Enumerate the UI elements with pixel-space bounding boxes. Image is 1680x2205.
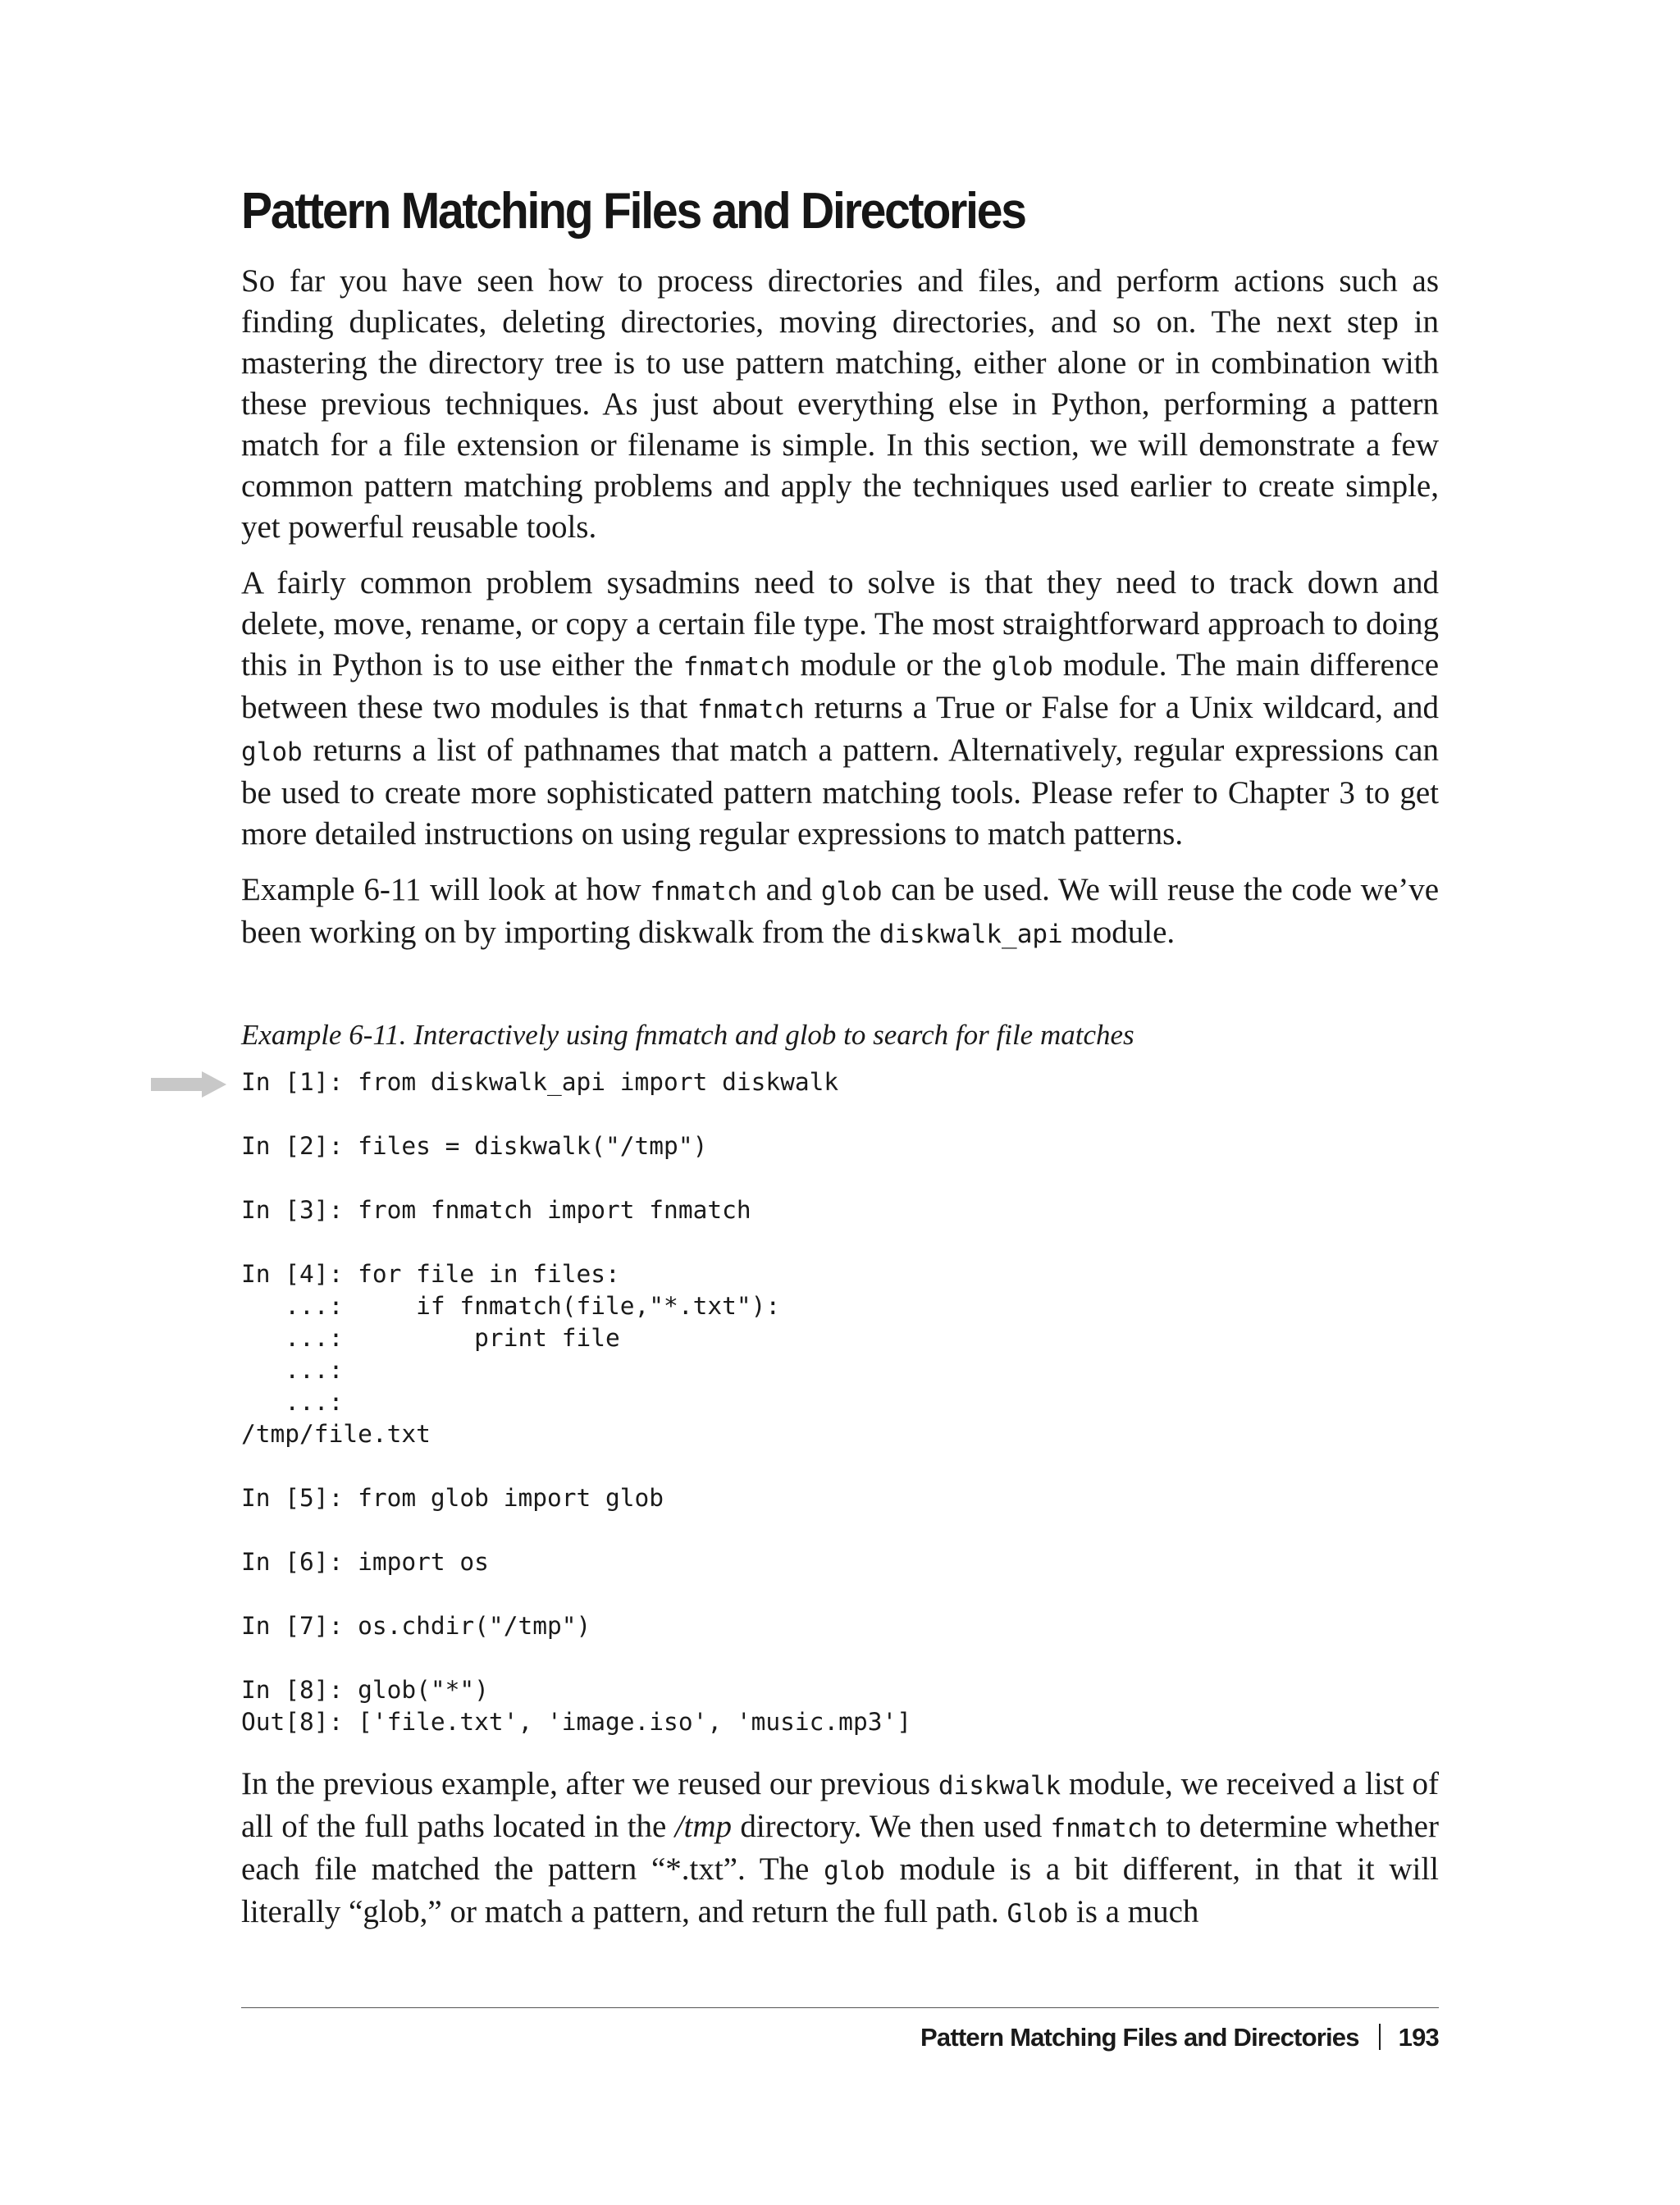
running-head: Pattern Matching Files and Directories	[920, 2023, 1359, 2052]
inline-code: glob	[824, 1856, 885, 1886]
fnmatch-glob-paragraph: A fairly common problem sysadmins need to solve is that they need to track down and delete, move, rename, or copy a certain file type. The most straightforward approach to doing this in Python is to use either the fnmatch module or the glob module. The main difference between these two modules is that fnmatch returns a True or False for a Unix wildcard, and glob returns a list of pathnames that match a pattern. Alternatively, regular expressions can be used to create more sophisticated pattern matching tools. Please refer to Chapter 3 to get more detailed instructions on using regular expressions to match patterns.	[241, 565, 1440, 851]
example-intro-paragraph: Example 6-11 will look at how fnmatch and glob can be used. We will reuse the code we’ve been working on by importing diskwalk from the diskwalk_api module.	[241, 872, 1440, 950]
inline-code: fnmatch	[1050, 1814, 1158, 1843]
example-caption: Example 6-11. Interactively using fnmatch and glob to search for file matches	[241, 1019, 1134, 1051]
page-number: 193	[1398, 2023, 1439, 2052]
inline-code: Glob	[1007, 1899, 1069, 1929]
code-listing: In [1]: from diskwalk_api import diskwalk In [2]: files = diskwalk("/tmp") In [3]: from fnmatch import fnmatch In [4]: for file in files: ...: if fnmatch(file,"*.txt"): ...: print file ...: ...: /tmp/file.txt In [5]: from glob import glob In [6]: import os In [7]: os.chdir("/tmp") In [8]: glob("*") Out[8]: ['file.txt', 'image.iso', 'music.mp3']	[241, 1068, 911, 1736]
inline-code: diskwalk_api	[879, 920, 1063, 949]
section-heading: Pattern Matching Files and Directories	[241, 183, 1025, 240]
inline-code: diskwalk	[938, 1771, 1061, 1801]
inline-code: fnmatch	[650, 877, 758, 906]
book-page	[241, 0, 1439, 2205]
page-footer	[920, 2023, 1439, 2052]
inline-code: fnmatch	[697, 695, 805, 724]
body-text-top	[241, 261, 1439, 970]
explanation-paragraph: In the previous example, after we reused our previous diskwalk module, we received a list of all of the full paths located in the /tmp directory. We then used fnmatch to determine whether each file matched the pattern “*.txt”. The glob module is a bit different, in that it will literally “glob,” or match a pattern, and return the full path. Glob is a much	[241, 1766, 1439, 1929]
intro-paragraph: So far you have seen how to process directories and files, and perform actions such as finding duplicates, deleting directories, moving directories, and so on. The next step in mastering the directory tree is to use pattern matching, either alone or in combination with these previous techniques. As just about everything else in Python, performing a pattern match for a file extension or filename is simple. In this section, we will demonstrate a few common pattern matching problems and apply the techniques used earlier to create simple, yet powerful reusable tools.	[241, 263, 1439, 545]
arrow-icon	[151, 1071, 226, 1098]
inline-italic: /tmp	[674, 1809, 733, 1844]
inline-code: fnmatch	[682, 652, 791, 682]
body-text-bottom	[241, 1764, 1439, 1949]
footer-separator	[1379, 2024, 1381, 2050]
footer-rule	[241, 2007, 1439, 2008]
inline-code: glob	[991, 652, 1053, 682]
inline-code: glob	[820, 877, 883, 906]
inline-code: glob	[241, 737, 303, 767]
